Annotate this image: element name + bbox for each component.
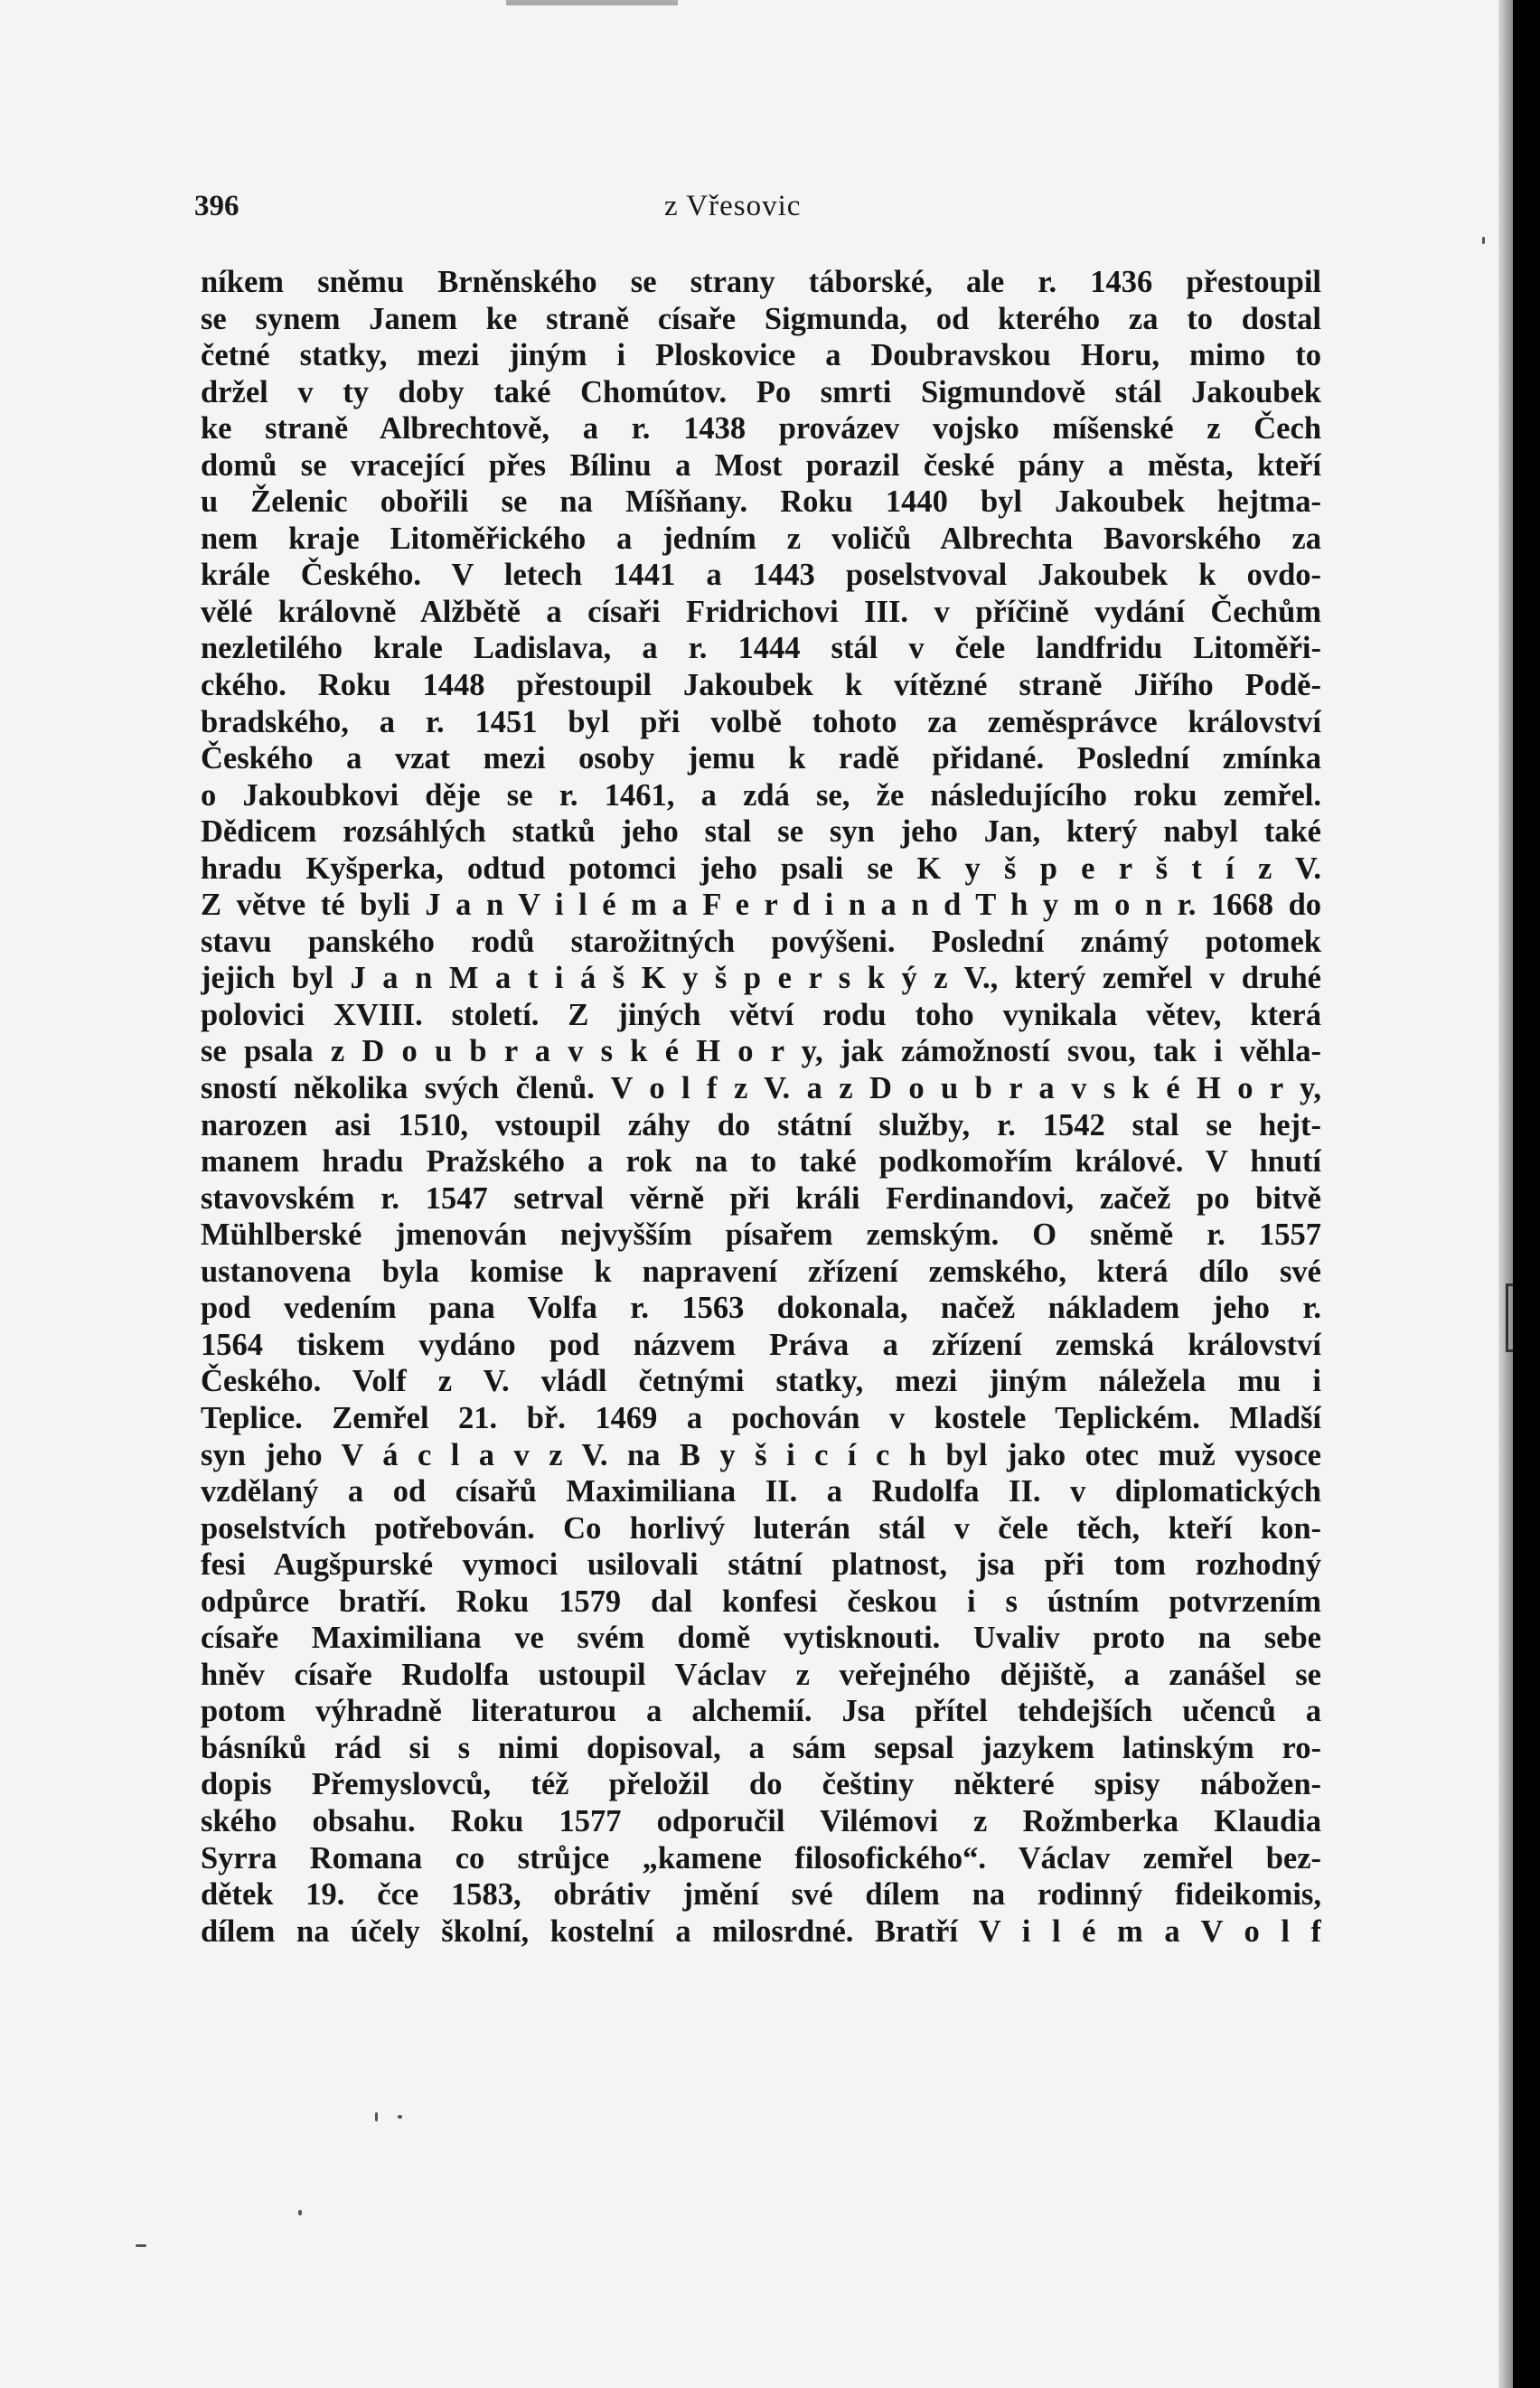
text-line: odpůrce bratří. Roku 1579 dal konfesi českou i s ústním potvrzením xyxy=(201,1584,1321,1619)
text-line: ustanovena byla komise k napravení zřízení zemského, která dílo své xyxy=(201,1254,1321,1289)
text-line: 1564 tiskem vydáno pod názvem Práva a zřízení zemská království xyxy=(201,1327,1321,1362)
margin-mark xyxy=(1506,1283,1513,1352)
text-line: vzdělaný a od císařů Maximiliana II. a Rudolfa II. v diplomatických xyxy=(201,1474,1321,1509)
text-line: Dědicem rozsáhlých statků jeho stal se syn jeho Jan, který nabyl také xyxy=(201,814,1321,850)
scan-speck xyxy=(136,2244,146,2247)
text-line: bradského, a r. 1451 byl při volbě tohoto za zeměsprávce království xyxy=(201,704,1321,739)
text-line: sností několika svých členů. V o l f z V. a z D o u b r a v s k é H o r y, xyxy=(201,1071,1321,1106)
text-line: pod vedením pana Volfa r. 1563 dokonala, načež nákladem jeho r. xyxy=(201,1291,1321,1326)
text-line: Syrra Romana co strůjce „kamene filosofického“. Václav zemřel bez- xyxy=(201,1840,1321,1876)
text-line: Českého. Volf z V. vládl četnými statky, mezi jiným náležela mu i xyxy=(201,1364,1321,1399)
text-line: jejich byl J a n M a t i á š K y š p e r s k ý z V., který zemřel v druhé xyxy=(201,961,1321,996)
text-line: se psala z D o u b r a v s k é H o r y, jak zámožností svou, tak i věhla- xyxy=(201,1034,1321,1069)
text-line: císaře Maximiliana ve svém domě vytisknouti. Uvaliv proto na sebe xyxy=(201,1621,1321,1656)
page-number: 396 xyxy=(194,190,239,222)
text-line: o Jakoubkovi děje se r. 1461, a zdá se, že následujícího roku zemřel. xyxy=(201,777,1321,813)
text-line: básníků rád si s nimi dopisoval, a sám sepsal jazykem latinským ro- xyxy=(201,1730,1321,1765)
running-head xyxy=(194,190,1315,226)
text-line: Z větve té byli J a n V i l é m a F e r d i n a n d T h y m o n r. 1668 do xyxy=(201,888,1321,923)
text-line: krále Českého. V letech 1441 a 1443 poselstvoval Jakoubek k ovdo- xyxy=(201,558,1321,593)
text-line: u Želenic obořili se na Míšňany. Roku 1440 byl Jakoubek hejtma- xyxy=(201,484,1321,520)
text-line: dílem na účely školní, kostelní a milosrdné. Bratří V i l é m a V o l f xyxy=(201,1913,1321,1949)
text-line: fesi Augšpurské vymoci usilovali státní platnost, jsa při tom rozhodný xyxy=(201,1547,1321,1583)
text-line: stavovském r. 1547 setrval věrně při králi Ferdinandovi, začež po bitvě xyxy=(201,1180,1321,1216)
text-line: ckého. Roku 1448 přestoupil Jakoubek k vítězné straně Jiřího Podě- xyxy=(201,668,1321,703)
text-line: nem kraje Litoměřického a jedním z voličů Albrechta Bavorského za xyxy=(201,521,1321,556)
body-text xyxy=(201,264,1321,1950)
text-line: stavu panského rodů starožitných povýšeni. Poslední známý potomek xyxy=(201,924,1321,959)
text-line: narozen asi 1510, vstoupil záhy do státní služby, r. 1542 stal se hejt- xyxy=(201,1107,1321,1142)
text-line: držel v ty doby také Chomútov. Po smrti Sigmundově stál Jakoubek xyxy=(201,374,1321,409)
text-line: četné statky, mezi jiným i Ploskovice a Doubravskou Horu, mimo to xyxy=(201,338,1321,373)
text-line: syn jeho V á c l a v z V. na B y š i c í c h byl jako otec muž vysoce xyxy=(201,1437,1321,1472)
scan-speck xyxy=(298,2210,302,2215)
text-line: ského obsahu. Roku 1577 odporučil Vilémovi z Rožmberka Klaudia xyxy=(201,1803,1321,1838)
text-line: polovici XVIII. století. Z jiných větví rodu toho vynikala větev, která xyxy=(201,997,1321,1032)
text-line: ke straně Albrechtově, a r. 1438 provázev vojsko míšenské z Čech xyxy=(201,411,1321,447)
text-line: manem hradu Pražského a rok na to také podkomořím králové. V hnutí xyxy=(201,1144,1321,1180)
text-line: níkem sněmu Brněnského se strany táborské, ale r. 1436 přestoupil xyxy=(201,265,1321,299)
text-line: domů se vracející přes Bílinu a Most porazil české pány a města, kteří xyxy=(201,447,1321,483)
text-line: dopis Přemyslovců, též přeložil do češtiny některé spisy nábožen- xyxy=(201,1767,1321,1802)
text-line: se synem Janem ke straně císaře Sigmunda, od kterého za to dostal xyxy=(201,301,1321,336)
text-line: poselstvích potřebován. Co horlivý luterán stál v čele těch, kteří kon- xyxy=(201,1510,1321,1546)
text-line: dětek 19. čce 1583, obrátiv jmění své dílem na rodinný fideikomis, xyxy=(201,1877,1321,1913)
text-line: nezletilého krale Ladislava, a r. 1444 stál v čele landfridu Litoměři- xyxy=(201,631,1321,666)
text-line: Mühlberské jmenován nejvyšším písařem zemským. O sněmě r. 1557 xyxy=(201,1218,1321,1253)
text-line: vělé královně Alžbětě a císaři Fridrichovi III. v příčině vydání Čechům xyxy=(201,594,1321,629)
scan-speck xyxy=(375,2112,378,2121)
running-head-title: z Vřesovic xyxy=(664,190,802,222)
text-line: potom výhradně literaturou a alchemií. Jsa přítel tehdejších učenců a xyxy=(201,1694,1321,1729)
text-line: hradu Kyšperka, odtud potomci jeho psali se K y š p e r š t í z V. xyxy=(201,851,1321,886)
scan-speck xyxy=(1482,237,1485,244)
text-line: hněv císaře Rudolfa ustoupil Václav z veřejného dějiště, a zanášel se xyxy=(201,1657,1321,1692)
scan-speck xyxy=(398,2115,402,2119)
text-line: Teplice. Zemřel 21. bř. 1469 a pochován v kostele Teplickém. Mladší xyxy=(201,1400,1321,1435)
scan-smudge xyxy=(506,0,678,5)
page-edge xyxy=(1498,0,1513,2388)
text-line: Českého a vzat mezi osoby jemu k radě přidané. Poslední zmínka xyxy=(201,741,1321,776)
